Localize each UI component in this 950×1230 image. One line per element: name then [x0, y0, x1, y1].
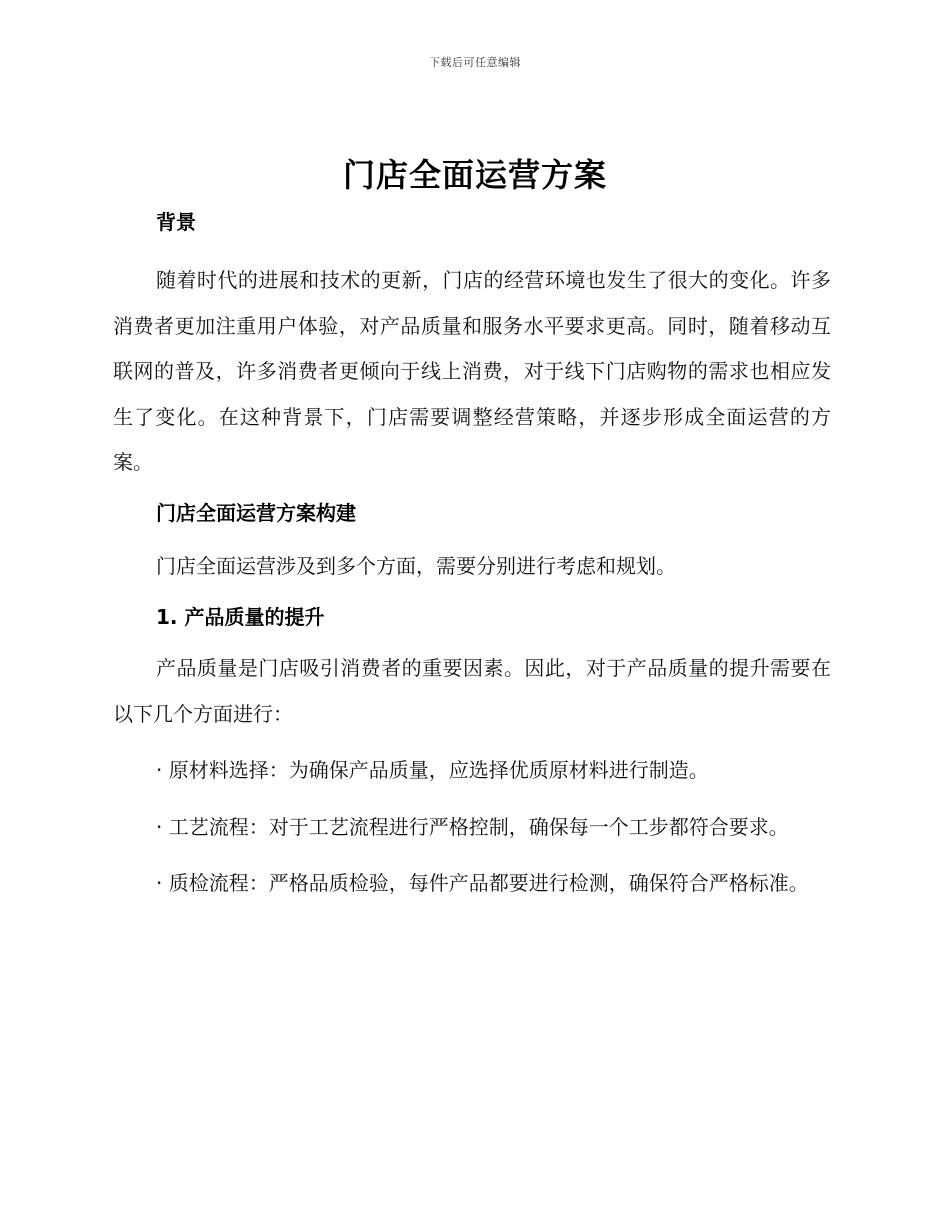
document-body: [113, 205, 831, 907]
list-item-process: · 工艺流程：对于工艺流程进行严格控制，确保每一个工步都符合要求。: [156, 814, 789, 839]
section-heading-quality: 1. 产品质量的提升: [156, 605, 325, 629]
document-title: 门店全面运营方案: [342, 156, 607, 194]
paragraph-build: 门店全面运营涉及到多个方面，需要分别进行考虑和规划。: [156, 553, 676, 578]
header-note: 下载后可任意编辑: [429, 56, 521, 69]
paragraph-quality: 产品质量是门店吸引消费者的重要因素。因此，对于产品质量的提升需要在以下几个方面进行：: [113, 656, 831, 726]
section-heading-build: 门店全面运营方案构建: [156, 500, 356, 525]
section-heading-background: 背景: [156, 210, 196, 234]
paragraph-background: 随着时代的进展和技术的更新，门店的经营环境也发生了很大的变化。许多消费者更加注重用户体验，对产品质量和服务水平要求更高。同时，随着移动互联网的普及，许多消费者更倾向于线上消费，对于线下门店购物的需求也相应发生了变化。在这种背景下，门店需要调整经营策略，并逐步形成全面运营的方案。: [113, 268, 831, 474]
list-item-inspection: · 质检流程：严格品质检验，每件产品都要进行检测，确保符合严格标准。: [156, 871, 809, 895]
list-item-materials: · 原材料选择：为确保产品质量，应选择优质原材料进行制造。: [156, 758, 709, 782]
